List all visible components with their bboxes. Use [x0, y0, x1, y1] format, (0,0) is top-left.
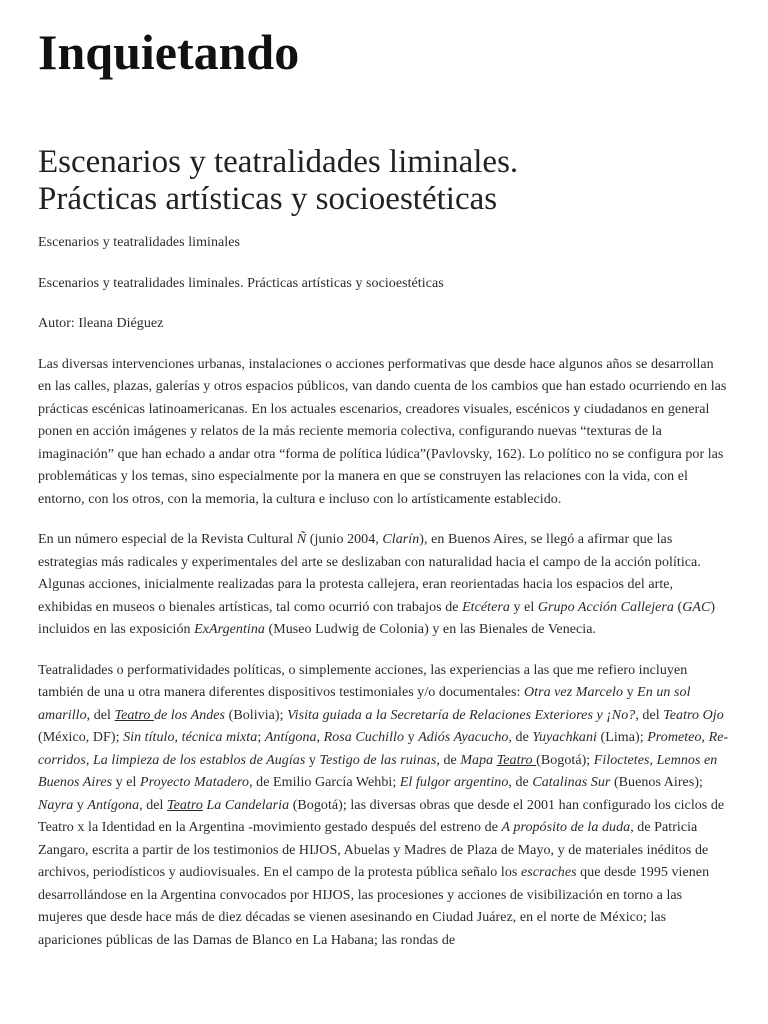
post-title	[38, 80, 730, 218]
body-paragraph-1: Las diversas intervenciones urbanas, instalaciones o acciones performativas que desde hace algunos años se desarrollan en las calles, plazas, galerías y otros espacios públicos, van dando cuenta de los cambios que han estado ocurriendo en las prácticas escénicas latinoamericanas. En los actuales escenarios, creadores visuales, escénicos y ciudadanos en general ponen en acción imágenes y relatos de la más reciente memoria colectiva, configurando nuevas “texturas de la imaginación” que han echado a andar otra “forma de política lúdica”(Pavlovsky, 162). Lo político no se configura por las problemáticas y los temas, sino especialmente por la manera en que se construyen las relaciones con la vida, con el entorno, con los otros, con la memoria, la cultura e incluso con lo artísticamente establecido.	[38, 356, 727, 507]
teatro-link-2[interactable]: Teatro	[496, 752, 537, 768]
teatro-link-1[interactable]: Teatro	[114, 707, 154, 723]
author-line: Autor: Ileana Diéguez	[38, 316, 164, 331]
post-title-line-2: Prácticas artísticas y socioestéticas	[38, 181, 498, 217]
body-paragraph-2: En un número especial de la Revista Cultural Ñ (junio 2004, Clarín), en Buenos Aires, se llegó a afirmar que las estrategias más radicales y experimentales del arte se deslizaban con naturalidad hacia el campo de la acción política. Algunas acciones, inicialmente realizadas para la protesta callejera, eran reorientadas hacia los espacios del arte, exhibidas en museos o bienales artísticas, tal como ocurrió con trabajos de Etcétera y el Grupo Acción Callejera (GAC) incluidos en las exposición ExArgentina (Museo Ludwig de Colonia) y en las Bienales de Venecia.	[38, 532, 716, 637]
site-title[interactable]: Inquietando	[38, 24, 300, 80]
teatro-link-3[interactable]: Teatro	[167, 797, 203, 813]
body-paragraph-3: Teatralidades o performatividades políticas, o simplemente acciones, las experiencias a las que me refiero incluyen también de una u otra manera diferentes dispositivos testimoniales y/o documentales: Otra vez Marcelo y En un sol amarillo, del Teatro de los Andes (Bolivia); Visita guiada a la Secretaría de Relaciones Exteriores y ¡No?, del Teatro Ojo (México, DF); Sin título, técnica mixta; Antígona, Rosa Cuchillo y Adiós Ayacucho, de Yuyachkani (Lima); Prometeo, Re-corridos, La limpieza de los establos de Augías y Testigo de las ruinas, de Mapa Teatro (Bogotá); Filoctetes, Lemnos en Buenos Aires y el Proyecto Matadero, de Emilio García Wehbi; El fulgor argentino, de Catalinas Sur (Buenos Aires); Nayra y Antígona, del Teatro La Candelaria (Bogotá); las diversas obras que desde el 2001 han configurado los ciclos de Teatro x la Identidad en la Argentina -movimiento gestado después del estreno de A propósito de la duda, de Patricia Zangaro, escrita a partir de los testimonios de HIJOS, Abuelas y Madres de Plaza de Mayo, y de materiales inéditos de archivos, periodísticos y audiovisuales. En el campo de la protesta pública señalo los escraches que desde 1995 vienen desarrollándose en la Argentina convocados por HIJOS, las procesiones y acciones de visibilización en torno a las mujeres que desde hace más de diez décadas se vienen asesinando en Ciudad Juárez, en el norte de México; las apariciones públicas de las Damas de Blanco en La Habana; las rondas de	[38, 662, 729, 948]
subtitle-paragraph: Escenarios y teatralidades liminales	[38, 235, 241, 250]
full-title-paragraph: Escenarios y teatralidades liminales. Prácticas artísticas y socioestéticas	[38, 275, 444, 291]
post-title-line-1: Escenarios y teatralidades liminales.	[38, 144, 519, 180]
